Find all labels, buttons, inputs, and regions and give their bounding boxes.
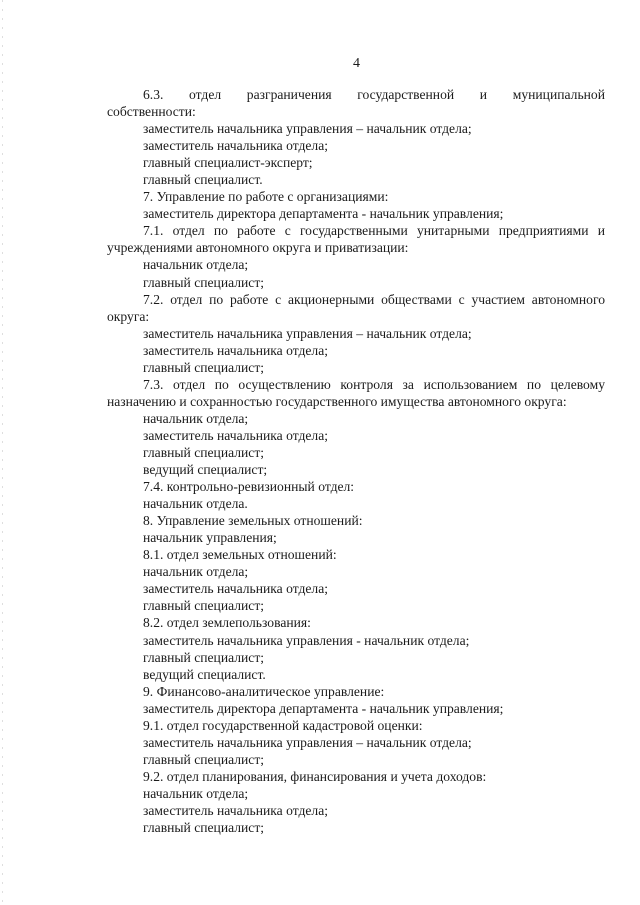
text-line: 9.2. отдел планирования, финансирования и учета доходов: [143,768,487,784]
text-line: заместитель начальника управления – начальник отдела; [143,121,472,137]
text-line: начальник отдела; [143,410,249,426]
text-line: главный специалист; [143,274,265,290]
text-line: начальник отдела. [143,496,248,512]
text-line: начальник отдела; [143,785,249,801]
text-line: главный специалист; [143,751,265,767]
text-line: главный специалист; [143,649,265,665]
text-line: 6.3. отдел разграничения государственной и муниципальной [143,87,605,102]
text-line: 8. Управление земельных отношений: [143,513,363,529]
scan-edge-mark [2,0,3,905]
page-number: 4 [353,56,360,71]
text-line: заместитель начальника управления - начальник отдела; [143,632,470,648]
text-line: главный специалист; [143,444,265,460]
text-line: заместитель начальника отдела; [143,802,329,818]
text-line: главный специалист. [143,172,263,188]
text-line: собственности: [107,104,196,120]
text-line: заместитель начальника отдела; [143,342,329,358]
text-line: заместитель начальника управления – начальник отдела; [143,734,472,750]
text-line: начальник управления; [143,530,277,546]
text-line: заместитель начальника отдела; [143,581,329,597]
text-line: 7.4. контрольно-ревизионный отдел: [143,479,355,495]
text-line: главный специалист; [143,820,265,836]
text-line: заместитель директора департамента - начальник управления; [143,206,504,222]
text-line: заместитель начальника отдела; [143,138,329,154]
text-line: назначению и сохранностью государственного имущества автономного округа: [107,393,567,409]
text-line: заместитель директора департамента - начальник управления; [143,700,504,716]
text-line: начальник отдела; [143,564,249,580]
text-line: 7.1. отдел по работе с государственными унитарными предприятиями и [143,223,605,239]
text-line: 8.1. отдел земельных отношений: [143,547,337,563]
text-line: 7. Управление по работе с организациями: [143,189,389,205]
text-line: начальник отдела; [143,257,249,273]
text-line: 7.2. отдел по работе с акционерными обществами с участием автономного [143,291,605,307]
text-line: главный специалист; [143,598,265,614]
text-line: учреждениями автономного округа и приватизации: [107,240,409,256]
text-line: 9.1. отдел государственной кадастровой оценки: [143,717,423,733]
text-line: ведущий специалист. [143,666,266,682]
text-line: округа: [107,308,150,324]
text-line: 7.3. отдел по осуществлению контроля за использованием по целевому [143,376,605,392]
text-line: 9. Финансово-аналитическое управление: [143,683,385,699]
text-line: 8.2. отдел землепользования: [143,615,311,631]
text-line: главный специалист; [143,359,265,375]
text-line: заместитель начальника отдела; [143,427,329,443]
document-body [107,86,605,836]
text-line: заместитель начальника управления – начальник отдела; [143,325,472,341]
text-line: главный специалист-эксперт; [143,155,313,171]
text-line: ведущий специалист; [143,462,268,478]
